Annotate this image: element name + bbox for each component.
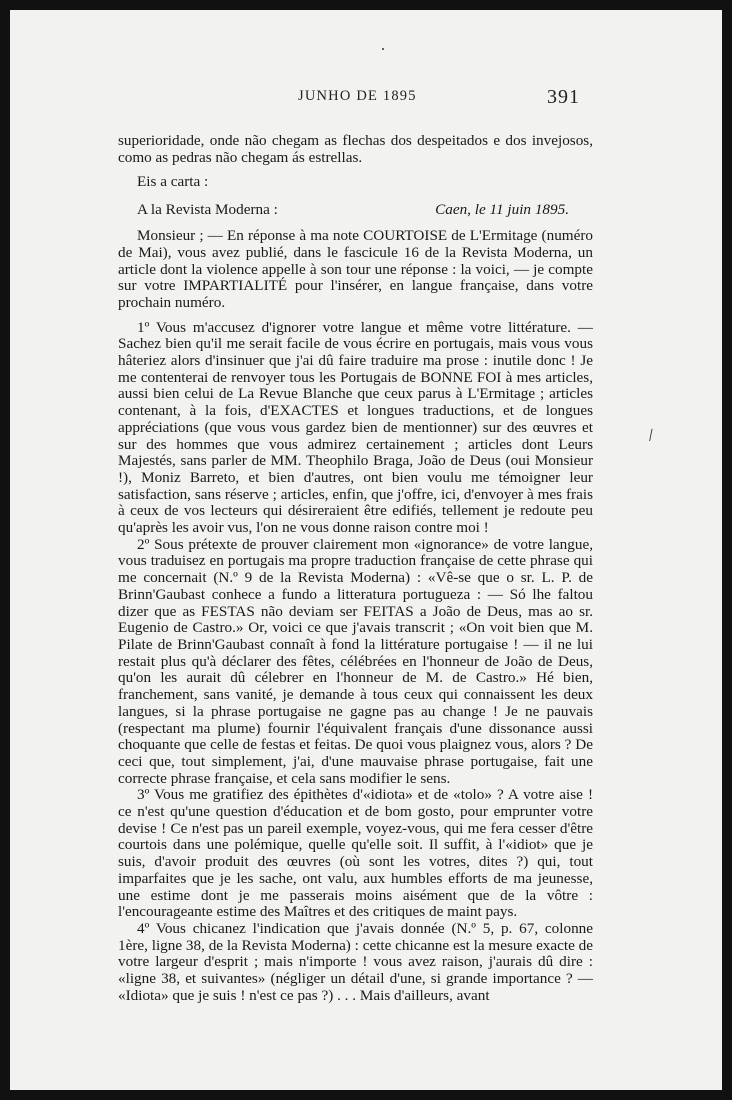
page-header: [118, 88, 580, 112]
paragraph-eis-a-carta: Eis a carta :: [137, 173, 209, 191]
margin-mark: ⁄: [647, 428, 656, 444]
print-speck: [382, 48, 384, 50]
letter-dateline: Caen, le 11 juin 1895.: [435, 201, 569, 219]
book-page: [10, 10, 722, 1090]
paragraph-point-2: 2º Sous prétexte de prouver clairement mon «ignorance» de votre langue, vous traduisez en portugais ma propre traduction française de cette phrase qui me concernait (N.º 9 de la Revista Moderna) : «Vê-se que o sr. L. P. de Brinn'Gaubast conhece a fundo a litteratura portugueza : — Só lhe faltou dizer que as FESTAS não deviam ser FEITAS a João de Deus, mas ao sr. Eugenio de Castro.» Or, voici ce que j'avais transcrit ; «On voit bien que M. Pilate de Brinn'Gaubast connaît à fond la littérature portugaise ! — il ne lui restait plus qu'à déclarer des fêtes, célébrées en l'honneur de João de Deus, qu'on les aurait dû célebrer en l'honneur de M. de Castro.» Hé bien, franchement, sans vanité, je demande à tous ceux qui connaissent les deux langues, si la phrase portugaise ne gagne pas au change ! Je ne pauvais (respectant ma plume) fournir l'équivalent français d'une dissonance aussi choquante que celle de festas et feitas. De quoi vous plaignez vous, alors ? De ceci que, tout simplement, j'ai, d'une mauvaise phrase portugaise, fait une correcte phrase française, et cela sans modifier le sens.: [118, 535, 593, 787]
paragraph-intro: superioridade, onde não chegam as flechas dos despeitados e dos invejosos, como as pedras não chegam ás estrellas.: [118, 132, 593, 166]
letter-heading: [137, 202, 593, 220]
paragraph-point-4: 4º Vous chicanez l'indication que j'avais donnée (N.º 5, p. 67, colonne 1ère, ligne 38, de la Revista Moderna) : cette chicanne est la mesure exacte de votre largeur d'esprit ; mais n'importe ! vous avez raison, j'aurais dû dire : «ligne 38, et suivantes» (négliger un détail d'une, si grande importance ? — «Idiota» que je suis ! n'est ce pas ?) . . . Mais d'ailleurs, avant: [118, 919, 593, 1004]
page-number: 391: [547, 86, 580, 108]
body-text: [118, 133, 593, 1004]
letter-addressee: A la Revista Moderna :: [137, 201, 278, 219]
running-head: JUNHO DE 1895: [298, 88, 417, 104]
paragraph-point-3: 3º Vous me gratifiez des épithètes d'«idiota» et de «tolo» ? A votre aise ! ce n'est qu'une question d'éducation et de bom gosto, pour emprunter votre devise ! Ce n'est pas un pareil exemple, voyez-vous, qui me fera cesser d'être courtois dans une polémique, quelle qu'elle soit. Il suffit, à l'«idiot» que je suis, d'avoir produit des œuvres (où sont les votres, dites ?) qui, tout imparfaites que je les sache, ont valu, aux humbles efforts de ma jeunesse, une estime dont je me passerais moins aisément que de la vôtre : l'encourageante estime des Maîtres et des critiques de maint pays.: [118, 786, 593, 921]
paragraph-point-1: 1º Vous m'accusez d'ignorer votre langue et même votre littérature. — Sachez bien qu'il me serait facile de vous écrire en portugais, mais vous vous hâteriez alors d'insinuer que j'ai dû faire traduire ma prose : inutile donc ! Je me contenterai de renvoyer tous les Portugais de BONNE FOI à mes articles, aussi bien celui de La Revue Blanche que ceux parus à L'Ermitage ; articles contenant, à la fois, d'EXACTES et longues traductions, et de longues appréciations (que vous vous gardez bien de mentionner) sur des œuvres et sur des hommes que vous admirez certainement ; articles dont Leurs Majestés, sans parler de MM. Theophilo Braga, João de Deus (oui Monsieur !), Moniz Barreto, et bien d'autres, ont bien voulu me témoigner leur satisfaction, sans réserve ; articles, enfin, que j'offre, ici, d'envoyer à mes frais à ceux de vos lecteurs qui désireraient être edifiés, tellement je redoute peu qu'après les avoir vus, l'on ne vous donne raison contre moi !: [118, 318, 593, 537]
paragraph-salutation: Monsieur ; — En réponse à ma note COURTOISE de L'Ermitage (numéro de Mai), vous avez publié, dans le fascicule 16 de la Revista Moderna, un article dont la violence appelle à son tour une réponse : la voici, — je compte sur votre IMPARTIALITÉ pour l'insérer, en langue française, dans votre prochain numéro.: [118, 227, 593, 311]
